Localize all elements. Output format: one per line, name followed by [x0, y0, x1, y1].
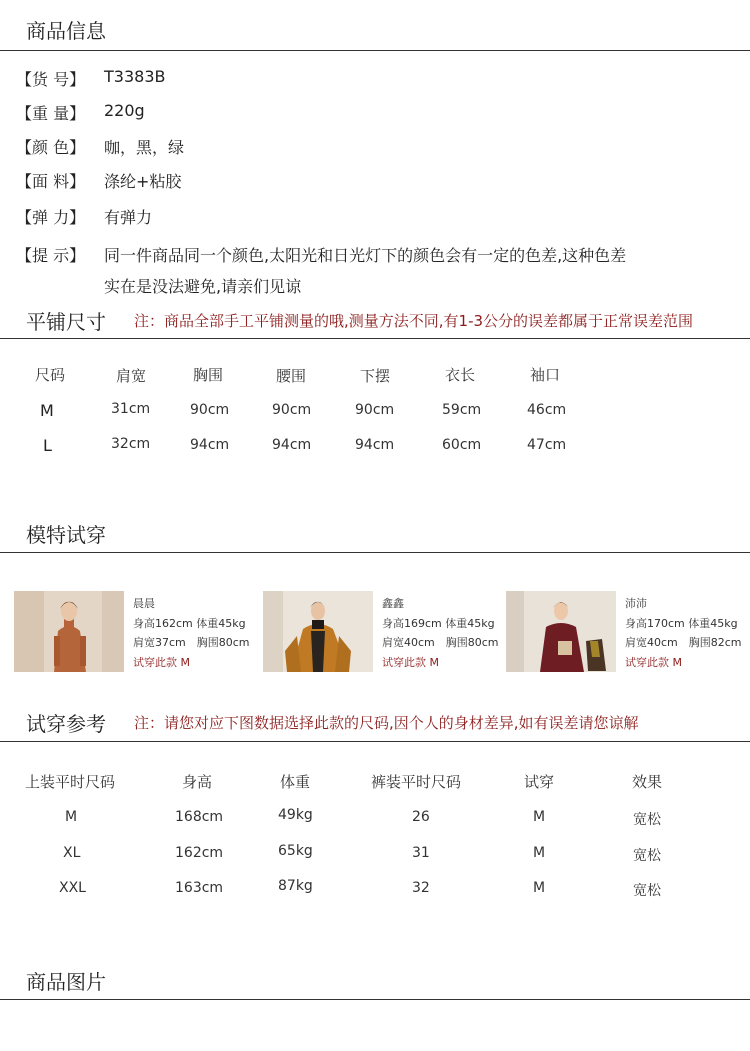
size-header: 衣长 — [445, 366, 476, 384]
size-header: 袖口 — [530, 366, 561, 384]
model-name: 鑫鑫 — [382, 597, 404, 610]
section-divider — [0, 50, 750, 51]
model-photo — [14, 591, 124, 672]
size-cell: 59cm — [442, 402, 482, 418]
info-value-tip: 同一件商品同一个颜色,太阳光和日光灯下的颜色会有一定的色差,这种色差 — [104, 246, 627, 265]
size-cell: 60cm — [442, 437, 482, 453]
size-cell: 90cm — [272, 402, 312, 418]
model-shoulder-chest: 肩宽40cm 胸围80cm — [382, 636, 499, 649]
try-cell: 31 — [412, 845, 430, 861]
info-label-fabric: 【面 料】 — [16, 172, 86, 191]
try-cell: M — [65, 809, 78, 825]
size-cell: L — [43, 436, 52, 455]
info-label-sku: 【货 号】 — [16, 70, 86, 89]
size-header: 胸围 — [193, 366, 224, 384]
info-value-color: 咖，黑，绿 — [104, 138, 185, 157]
try-cell: 168cm — [175, 809, 224, 825]
model-caption — [625, 594, 742, 672]
info-value-tip-line2: 实在是没法避免,请亲们见谅 — [104, 277, 302, 296]
try-cell: 32 — [412, 880, 430, 896]
info-value-weight: 220g — [104, 101, 145, 120]
try-note: 注：请您对应下图数据选择此款的尺码,因个人的身材差异,如有误差请您谅解 — [134, 714, 639, 732]
model-try-size: 试穿此款 M — [625, 655, 682, 669]
size-cell: 90cm — [355, 402, 395, 418]
try-header: 身高 — [182, 773, 213, 791]
try-cell: 87kg — [278, 878, 313, 894]
try-cell: M — [533, 809, 546, 825]
size-cell: 94cm — [190, 437, 230, 453]
size-header: 尺码 — [35, 366, 66, 384]
try-cell: M — [533, 880, 546, 896]
info-label-elastic: 【弹 力】 — [16, 208, 86, 227]
size-cell: M — [40, 401, 54, 420]
model-caption — [382, 594, 499, 672]
size-note: 注：商品全部手工平铺测量的哦,测量方法不同,有1-3公分的误差都属于正常误差范围 — [134, 312, 694, 330]
model-shoulder-chest: 肩宽37cm 胸围80cm — [133, 636, 250, 649]
try-cell: 162cm — [175, 845, 224, 861]
section-title-product-images: 商品图片 — [26, 970, 106, 994]
model-height-weight: 身高162cm 体重45kg — [133, 616, 246, 630]
section-divider — [0, 999, 750, 1000]
section-divider — [0, 338, 750, 339]
model-photo — [263, 591, 373, 672]
model-name: 晨晨 — [133, 597, 155, 610]
size-cell: 32cm — [111, 436, 151, 452]
section-title-try-ref: 试穿参考 — [26, 712, 106, 736]
section-divider — [0, 552, 750, 553]
size-cell: 94cm — [355, 437, 395, 453]
info-value-sku: T3383B — [104, 67, 166, 86]
try-cell: 26 — [412, 809, 430, 825]
try-cell: 宽松 — [633, 848, 661, 864]
model-try-size: 试穿此款 M — [382, 655, 439, 669]
size-cell: 90cm — [190, 402, 230, 418]
try-header: 体重 — [280, 773, 311, 791]
section-title-model: 模特试穿 — [26, 523, 106, 547]
model-height-weight: 身高169cm 体重45kg — [382, 616, 495, 630]
model-photo — [506, 591, 616, 672]
try-cell: XXL — [59, 880, 86, 896]
model-caption — [133, 594, 250, 672]
size-cell: 47cm — [527, 437, 567, 453]
section-title-product-info: 商品信息 — [26, 19, 106, 43]
try-cell: XL — [63, 845, 81, 861]
try-header: 效果 — [632, 773, 663, 791]
try-cell: 65kg — [278, 843, 313, 859]
section-divider — [0, 741, 750, 742]
try-cell: 宽松 — [633, 812, 661, 828]
size-header: 下摆 — [360, 367, 391, 385]
try-header: 裤装平时尺码 — [371, 773, 462, 791]
try-cell: 49kg — [278, 807, 313, 823]
model-name: 沛沛 — [625, 597, 647, 610]
try-cell: 163cm — [175, 880, 224, 896]
size-header: 肩宽 — [116, 367, 147, 385]
section-title-size: 平铺尺寸 — [26, 310, 106, 334]
size-cell: 46cm — [527, 402, 567, 418]
try-header: 上装平时尺码 — [25, 773, 116, 791]
info-label-color: 【颜 色】 — [16, 138, 86, 157]
model-height-weight: 身高170cm 体重45kg — [625, 616, 738, 630]
info-value-fabric: 涤纶+粘胶 — [104, 172, 182, 191]
size-cell: 31cm — [111, 401, 151, 417]
size-cell: 94cm — [272, 437, 312, 453]
info-value-elastic: 有弹力 — [104, 208, 153, 227]
model-shoulder-chest: 肩宽40cm 胸围82cm — [625, 636, 742, 649]
try-cell: M — [533, 845, 546, 861]
try-cell: 宽松 — [633, 883, 661, 899]
try-header: 试穿 — [524, 773, 555, 791]
model-try-size: 试穿此款 M — [133, 655, 190, 669]
size-header: 腰围 — [276, 367, 307, 385]
info-label-tip: 【提 示】 — [16, 246, 86, 265]
info-label-weight: 【重 量】 — [16, 104, 86, 123]
